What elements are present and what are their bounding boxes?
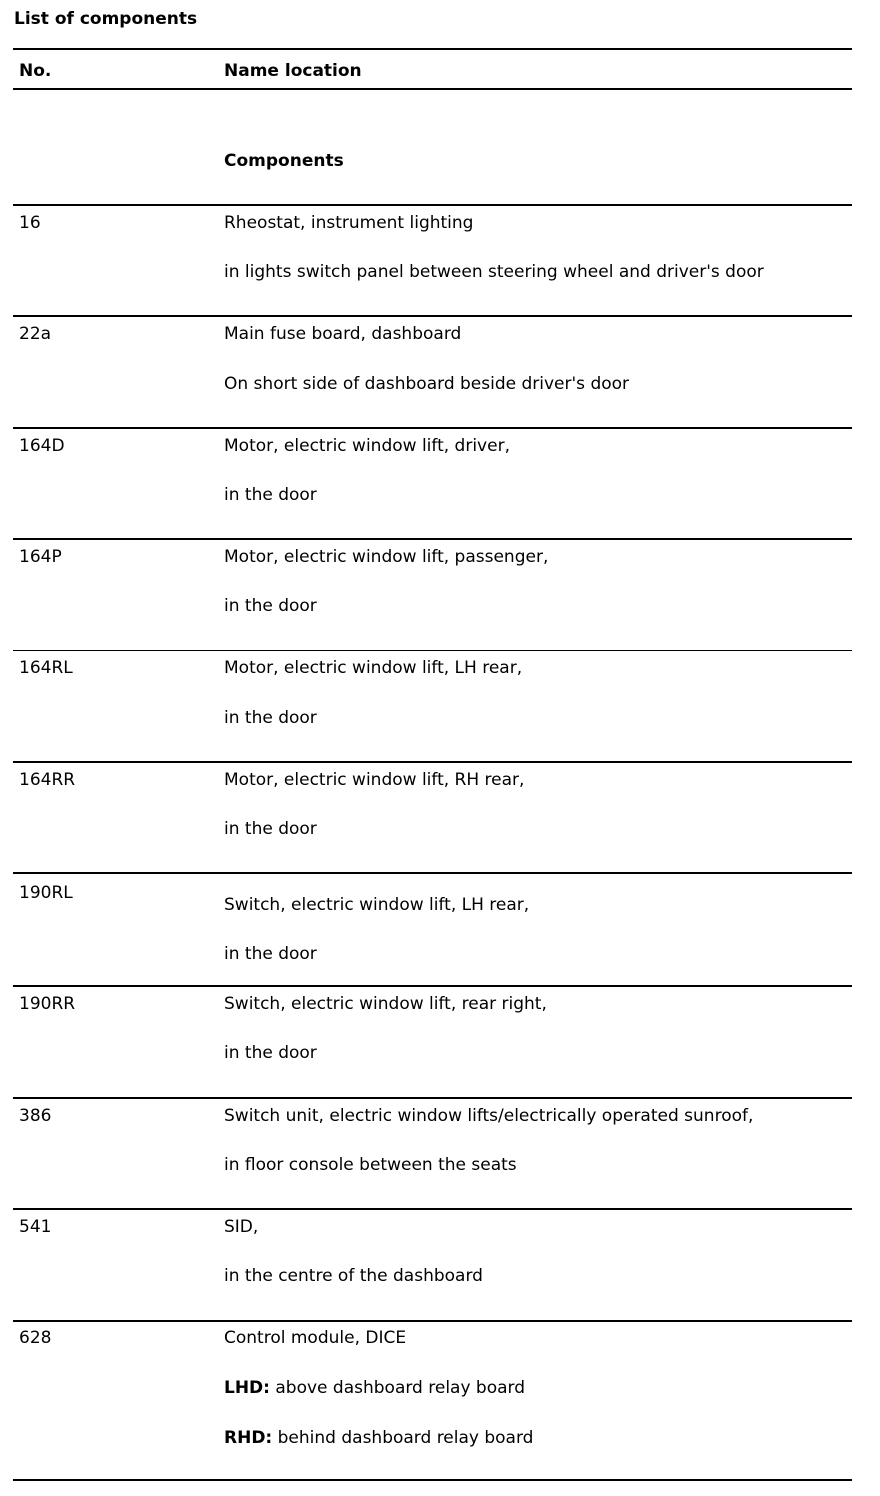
row-divider <box>13 315 852 317</box>
row-number: 190RL <box>19 883 73 903</box>
row-divider <box>13 1097 852 1099</box>
row-divider <box>13 1320 852 1322</box>
row-number: 386 <box>19 1106 52 1126</box>
row-number: 628 <box>19 1328 52 1348</box>
component-location: in lights switch panel between steering wheel and driver's door <box>224 262 764 282</box>
row-number: 164D <box>19 436 65 456</box>
component-name: Control module, DICE <box>224 1328 407 1348</box>
row-number: 22a <box>19 324 52 344</box>
rhd-label: RHD: <box>224 1428 273 1448</box>
component-name: Motor, electric window lift, passenger, <box>224 547 549 567</box>
lhd-location <box>224 1378 525 1398</box>
component-location: in the door <box>224 596 317 616</box>
page-title: List of components <box>14 9 198 29</box>
rhd-location <box>224 1428 533 1448</box>
component-location: On short side of dashboard beside driver's door <box>224 374 630 394</box>
column-header-name-location: Name location <box>224 61 362 81</box>
component-name: Switch, electric window lift, rear right, <box>224 994 547 1014</box>
row-divider <box>13 650 852 651</box>
table-bottom-rule <box>13 1479 852 1481</box>
component-name: Motor, electric window lift, driver, <box>224 436 510 456</box>
row-divider <box>13 1208 852 1210</box>
column-header-no: No. <box>19 61 52 81</box>
row-number: 16 <box>19 213 41 233</box>
component-name: Switch, electric window lift, LH rear, <box>224 895 530 915</box>
component-location: in the door <box>224 1043 317 1063</box>
header-top-rule <box>13 48 852 50</box>
row-number: 164P <box>19 547 62 567</box>
component-name: Main fuse board, dashboard <box>224 324 462 344</box>
component-name: Switch unit, electric window lifts/electrically operated sunroof, <box>224 1106 754 1126</box>
section-label: Components <box>224 151 344 171</box>
row-number: 541 <box>19 1217 52 1237</box>
component-location: in the centre of the dashboard <box>224 1266 483 1286</box>
row-divider <box>13 872 852 874</box>
lhd-label: LHD: <box>224 1378 270 1398</box>
component-location: in the door <box>224 819 317 839</box>
row-divider <box>13 427 852 429</box>
component-location: in the door <box>224 485 317 505</box>
row-divider <box>13 538 852 540</box>
row-divider <box>13 761 852 763</box>
row-number: 164RL <box>19 658 73 678</box>
component-name: Rheostat, instrument lighting <box>224 213 474 233</box>
row-number: 164RR <box>19 770 76 790</box>
component-name: SID, <box>224 1217 259 1237</box>
lhd-text: above dashboard relay board <box>269 1378 526 1398</box>
component-name: Motor, electric window lift, LH rear, <box>224 658 523 678</box>
component-location: in the door <box>224 944 317 964</box>
component-location: in the door <box>224 708 317 728</box>
rhd-text: behind dashboard relay board <box>272 1428 534 1448</box>
component-name: Motor, electric window lift, RH rear, <box>224 770 525 790</box>
component-location: in floor console between the seats <box>224 1155 517 1175</box>
header-bottom-rule <box>13 88 852 90</box>
row-number: 190RR <box>19 994 76 1014</box>
row-divider <box>13 204 852 206</box>
row-divider <box>13 985 852 987</box>
